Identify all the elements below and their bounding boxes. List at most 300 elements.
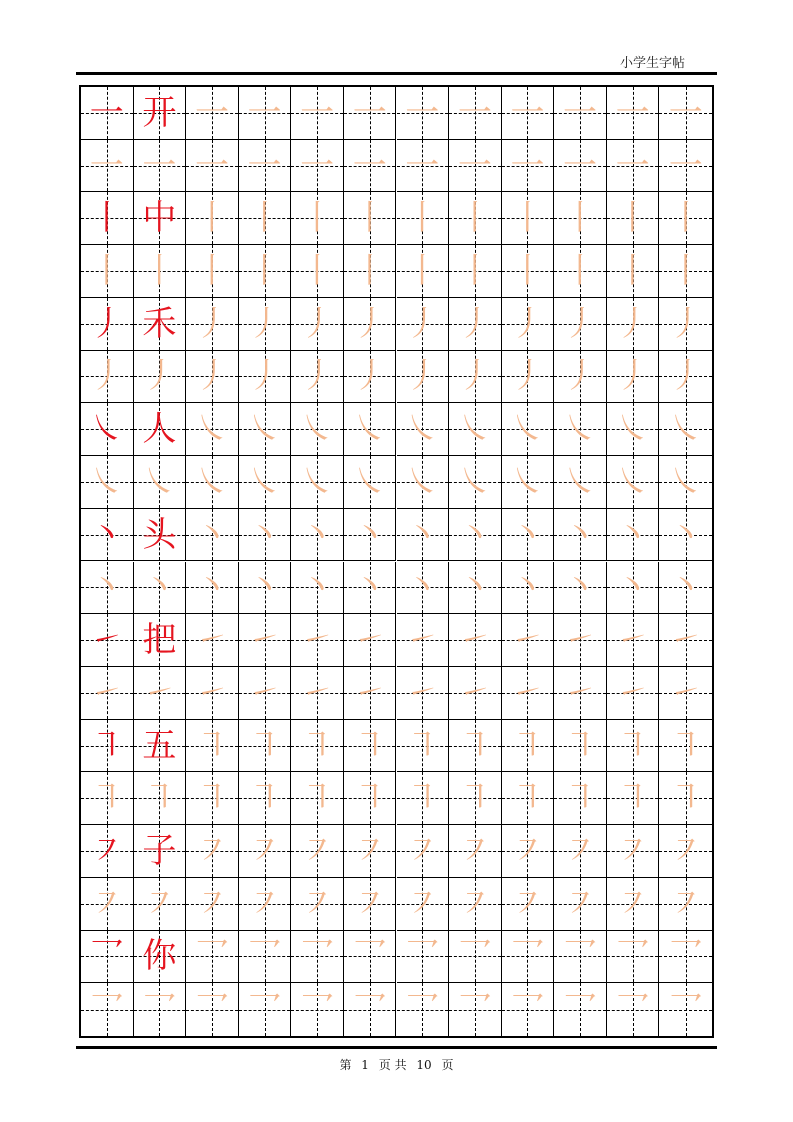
grid-cell (239, 298, 292, 351)
grid-cell (134, 456, 187, 509)
grid-cell (502, 140, 555, 193)
grid-cell (134, 351, 187, 404)
trace-stroke: 丨 (194, 251, 229, 292)
grid-cell (186, 245, 239, 298)
grid-cell (554, 983, 607, 1036)
trace-stroke: 丶 (510, 514, 545, 555)
trace-stroke: 一 (563, 92, 598, 133)
grid-cell (449, 983, 502, 1036)
trace-stroke: ㇇ (668, 830, 703, 871)
trace-stroke: 乛 (89, 989, 124, 1030)
grid-cell (659, 140, 712, 193)
trace-stroke: 一 (247, 92, 282, 133)
grid-cell (134, 614, 187, 667)
trace-stroke: 丶 (615, 514, 650, 555)
grid-cell (186, 298, 239, 351)
grid-cell (607, 456, 660, 509)
trace-stroke: 乛 (300, 936, 335, 977)
model-stroke: ㇇ (89, 830, 124, 871)
trace-stroke: ㇕ (457, 778, 492, 819)
grid-cell (344, 245, 397, 298)
grid-cell (554, 772, 607, 825)
grid-cell (502, 403, 555, 456)
grid-cell (397, 192, 450, 245)
trace-stroke: 丶 (247, 514, 282, 555)
trace-stroke: 丨 (457, 251, 492, 292)
grid-cell (344, 667, 397, 720)
trace-stroke: 乛 (194, 989, 229, 1030)
trace-stroke: ㇏ (300, 461, 335, 502)
trace-stroke: 丨 (563, 198, 598, 239)
grid-cell (659, 983, 712, 1036)
trace-stroke: 乛 (563, 936, 598, 977)
trace-stroke: 一 (247, 145, 282, 186)
trace-stroke: 丨 (615, 251, 650, 292)
footer-suffix: 页 (441, 1058, 454, 1072)
grid-cell (502, 509, 555, 562)
trace-stroke: 丿 (194, 356, 229, 397)
trace-stroke: ㇇ (142, 883, 177, 924)
trace-stroke: ㇏ (194, 409, 229, 450)
grid-cell (291, 878, 344, 931)
trace-stroke: 丨 (405, 251, 440, 292)
trace-stroke: ㇏ (247, 461, 282, 502)
grid-cell (397, 825, 450, 878)
grid-cell (397, 509, 450, 562)
grid-cell (397, 931, 450, 984)
trace-stroke: ㇇ (615, 883, 650, 924)
trace-stroke: 丨 (300, 198, 335, 239)
trace-stroke: ㇏ (142, 461, 177, 502)
grid-cell (502, 562, 555, 615)
grid-cell (239, 983, 292, 1036)
trace-stroke: ㇕ (615, 778, 650, 819)
grid-cell (134, 667, 187, 720)
grid-cell (502, 456, 555, 509)
grid-cell (397, 720, 450, 773)
trace-stroke: ㇀ (352, 672, 387, 713)
grid-cell (239, 403, 292, 456)
grid-cell (186, 87, 239, 140)
grid-cell (607, 720, 660, 773)
page-header-title: 小学生字帖 (619, 56, 685, 71)
grid-cell (554, 245, 607, 298)
trace-stroke: 丿 (457, 303, 492, 344)
grid-cell (291, 667, 344, 720)
trace-stroke: 一 (510, 145, 545, 186)
trace-stroke: ㇕ (405, 725, 440, 766)
model-stroke: 一 (89, 92, 124, 133)
grid-cell (134, 720, 187, 773)
trace-stroke: 丿 (668, 303, 703, 344)
grid-cell (81, 140, 134, 193)
trace-stroke: ㇏ (194, 461, 229, 502)
trace-stroke: 丶 (457, 514, 492, 555)
grid-cell (659, 772, 712, 825)
grid-cell (134, 403, 187, 456)
grid-cell (607, 509, 660, 562)
trace-stroke: ㇕ (352, 725, 387, 766)
grid-cell (81, 87, 134, 140)
trace-stroke: 一 (405, 92, 440, 133)
grid-cell (344, 562, 397, 615)
grid-cell (554, 931, 607, 984)
grid-cell (344, 825, 397, 878)
grid-cell (397, 667, 450, 720)
trace-stroke: 丶 (668, 567, 703, 608)
grid-cell (344, 403, 397, 456)
grid-cell (186, 825, 239, 878)
grid-cell (449, 456, 502, 509)
grid-cell (397, 614, 450, 667)
grid-cell (554, 878, 607, 931)
trace-stroke: ㇕ (142, 778, 177, 819)
grid-cell (554, 720, 607, 773)
model-character: 中 (142, 198, 177, 239)
grid-cell (134, 825, 187, 878)
trace-stroke: ㇇ (615, 830, 650, 871)
model-character: 人 (142, 409, 177, 450)
trace-stroke: ㇇ (510, 830, 545, 871)
grid-cell (291, 509, 344, 562)
trace-stroke: ㇀ (457, 672, 492, 713)
trace-stroke: 丨 (352, 198, 387, 239)
grid-cell (239, 878, 292, 931)
grid-cell (239, 931, 292, 984)
trace-stroke: 乛 (457, 989, 492, 1030)
grid-cell (81, 351, 134, 404)
grid-cell (239, 192, 292, 245)
trace-stroke: ㇕ (615, 725, 650, 766)
grid-cell (291, 562, 344, 615)
trace-stroke: ㇇ (352, 830, 387, 871)
trace-stroke: 丨 (142, 251, 177, 292)
grid-cell (81, 878, 134, 931)
grid-cell (607, 878, 660, 931)
header-rule (76, 72, 717, 75)
trace-stroke: ㇏ (510, 461, 545, 502)
grid-cell (449, 931, 502, 984)
model-stroke: ㇏ (89, 409, 124, 450)
trace-stroke: ㇕ (563, 725, 598, 766)
trace-stroke: ㇏ (615, 409, 650, 450)
grid-cell (554, 825, 607, 878)
trace-stroke: 丨 (89, 251, 124, 292)
trace-stroke: 丨 (668, 251, 703, 292)
grid-cell (239, 87, 292, 140)
grid-cell (502, 351, 555, 404)
grid-cell (344, 140, 397, 193)
trace-stroke: 丨 (247, 251, 282, 292)
trace-stroke: 丿 (405, 356, 440, 397)
trace-stroke: 丨 (457, 198, 492, 239)
trace-stroke: ㇇ (405, 883, 440, 924)
grid-cell (81, 614, 134, 667)
grid-cell (186, 351, 239, 404)
grid-cell (502, 720, 555, 773)
trace-stroke: ㇀ (668, 620, 703, 661)
trace-stroke: 丿 (668, 356, 703, 397)
grid-cell (397, 351, 450, 404)
grid-cell (607, 614, 660, 667)
model-character: 子 (142, 830, 177, 871)
trace-stroke: ㇀ (563, 620, 598, 661)
grid-cell (134, 140, 187, 193)
grid-cell (239, 667, 292, 720)
grid-cell (554, 140, 607, 193)
trace-stroke: 丿 (510, 303, 545, 344)
trace-stroke: 乛 (247, 936, 282, 977)
grid-cell (134, 192, 187, 245)
grid-cell (239, 720, 292, 773)
grid-cell (344, 298, 397, 351)
grid-cell (449, 825, 502, 878)
trace-stroke: 乛 (563, 989, 598, 1030)
trace-stroke: ㇏ (405, 409, 440, 450)
grid-cell (659, 878, 712, 931)
grid-cell (291, 298, 344, 351)
grid-cell (344, 720, 397, 773)
trace-stroke: ㇀ (615, 672, 650, 713)
trace-stroke: ㇀ (615, 620, 650, 661)
trace-stroke: ㇏ (563, 461, 598, 502)
grid-cell (397, 772, 450, 825)
trace-stroke: 一 (194, 92, 229, 133)
grid-cell (344, 509, 397, 562)
trace-stroke: ㇕ (247, 725, 282, 766)
trace-stroke: 乛 (352, 936, 387, 977)
trace-stroke: 丶 (405, 567, 440, 608)
trace-stroke: 丨 (563, 251, 598, 292)
grid-cell (186, 614, 239, 667)
grid-cell (344, 983, 397, 1036)
grid-cell (449, 772, 502, 825)
trace-stroke: ㇕ (194, 725, 229, 766)
grid-cell (291, 825, 344, 878)
grid-cell (291, 403, 344, 456)
trace-stroke: ㇀ (405, 672, 440, 713)
grid-cell (659, 456, 712, 509)
trace-stroke: ㇏ (247, 409, 282, 450)
grid-cell (502, 245, 555, 298)
grid-cell (502, 192, 555, 245)
grid-cell (81, 456, 134, 509)
trace-stroke: ㇇ (89, 883, 124, 924)
trace-stroke: 丨 (510, 251, 545, 292)
trace-stroke: 丿 (563, 303, 598, 344)
grid-cell (449, 192, 502, 245)
trace-stroke: 一 (668, 92, 703, 133)
trace-stroke: ㇏ (352, 409, 387, 450)
grid-cell (186, 720, 239, 773)
model-stroke: 丿 (89, 303, 124, 344)
grid-cell (186, 140, 239, 193)
grid-cell (502, 298, 555, 351)
trace-stroke: 丿 (89, 356, 124, 397)
grid-cell (81, 772, 134, 825)
grid-cell (449, 298, 502, 351)
practice-grid (79, 85, 714, 1038)
grid-cell (607, 140, 660, 193)
grid-cell (134, 878, 187, 931)
grid-cell (397, 983, 450, 1036)
grid-cell (134, 562, 187, 615)
footer-total-pages: 10 (416, 1058, 432, 1072)
trace-stroke: 一 (352, 92, 387, 133)
grid-cell (502, 983, 555, 1036)
grid-cell (134, 509, 187, 562)
grid-cell (344, 351, 397, 404)
trace-stroke: ㇏ (352, 461, 387, 502)
trace-stroke: ㇀ (194, 672, 229, 713)
grid-cell (291, 720, 344, 773)
grid-cell (344, 87, 397, 140)
grid-cell (607, 772, 660, 825)
trace-stroke: 丿 (563, 356, 598, 397)
trace-stroke: 一 (457, 145, 492, 186)
page-footer (0, 1056, 793, 1073)
grid-cell (239, 825, 292, 878)
grid-cell (291, 456, 344, 509)
grid-cell (186, 192, 239, 245)
trace-stroke: 一 (300, 145, 335, 186)
trace-stroke: 一 (615, 92, 650, 133)
grid-cell (291, 87, 344, 140)
grid-cell (344, 772, 397, 825)
grid-cell (449, 878, 502, 931)
grid-cell (291, 245, 344, 298)
grid-cell (397, 87, 450, 140)
grid-cell (291, 140, 344, 193)
grid-cell (397, 878, 450, 931)
grid-cell (344, 878, 397, 931)
trace-stroke: 丶 (510, 567, 545, 608)
grid-cell (607, 667, 660, 720)
grid-cell (554, 456, 607, 509)
grid-cell (291, 351, 344, 404)
grid-cell (659, 351, 712, 404)
trace-stroke: 一 (352, 145, 387, 186)
trace-stroke: ㇀ (247, 672, 282, 713)
trace-stroke: 丶 (405, 514, 440, 555)
trace-stroke: 乛 (300, 989, 335, 1030)
grid-cell (502, 931, 555, 984)
trace-stroke: ㇇ (405, 830, 440, 871)
trace-stroke: ㇏ (89, 461, 124, 502)
grid-cell (344, 931, 397, 984)
trace-stroke: 丨 (668, 198, 703, 239)
grid-cell (239, 562, 292, 615)
grid-cell (449, 562, 502, 615)
grid-cell (449, 614, 502, 667)
trace-stroke: 丿 (405, 303, 440, 344)
trace-stroke: 一 (457, 92, 492, 133)
trace-stroke: 丨 (352, 251, 387, 292)
grid-cell (81, 931, 134, 984)
trace-stroke: 乛 (247, 989, 282, 1030)
grid-cell (659, 825, 712, 878)
model-character: 你 (142, 936, 177, 977)
grid-cell (659, 245, 712, 298)
trace-stroke: ㇕ (300, 725, 335, 766)
trace-stroke: 丶 (194, 514, 229, 555)
grid-cell (239, 772, 292, 825)
grid-cell (397, 562, 450, 615)
footer-current-page: 1 (361, 1058, 369, 1072)
grid-cell (449, 245, 502, 298)
trace-stroke: 丨 (615, 198, 650, 239)
grid-cell (607, 931, 660, 984)
model-character: 禾 (142, 303, 177, 344)
footer-mid: 页 共 (378, 1058, 407, 1072)
trace-stroke: 乛 (142, 989, 177, 1030)
grid-cell (239, 614, 292, 667)
trace-stroke: ㇕ (563, 778, 598, 819)
grid-cell (81, 245, 134, 298)
trace-stroke: ㇏ (668, 409, 703, 450)
grid-cell (659, 562, 712, 615)
grid-cell (81, 720, 134, 773)
grid-cell (607, 298, 660, 351)
trace-stroke: 丨 (300, 251, 335, 292)
trace-stroke: 丿 (510, 356, 545, 397)
trace-stroke: ㇀ (563, 672, 598, 713)
trace-stroke: 一 (668, 145, 703, 186)
trace-stroke: ㇇ (300, 883, 335, 924)
grid-cell (502, 825, 555, 878)
grid-cell (291, 192, 344, 245)
trace-stroke: 乛 (668, 989, 703, 1030)
trace-stroke: 丿 (615, 356, 650, 397)
grid-cell (659, 403, 712, 456)
grid-cell (81, 562, 134, 615)
trace-stroke: 丶 (563, 514, 598, 555)
model-character: 开 (142, 92, 177, 133)
trace-stroke: ㇇ (300, 830, 335, 871)
trace-stroke: 一 (405, 145, 440, 186)
trace-stroke: ㇇ (194, 883, 229, 924)
grid-cell (397, 456, 450, 509)
trace-stroke: 丶 (300, 567, 335, 608)
trace-stroke: ㇇ (194, 830, 229, 871)
grid-cell (554, 298, 607, 351)
trace-stroke: 乛 (615, 936, 650, 977)
grid-cell (344, 614, 397, 667)
grid-cell (659, 667, 712, 720)
trace-stroke: 丶 (352, 514, 387, 555)
grid-cell (81, 825, 134, 878)
model-stroke: 丶 (89, 514, 124, 555)
trace-stroke: ㇀ (89, 672, 124, 713)
trace-stroke: ㇀ (510, 620, 545, 661)
grid-cell (81, 403, 134, 456)
grid-cell (186, 562, 239, 615)
trace-stroke: 丨 (247, 198, 282, 239)
trace-stroke: 乛 (510, 936, 545, 977)
grid-cell (81, 509, 134, 562)
trace-stroke: ㇕ (668, 778, 703, 819)
trace-stroke: 一 (615, 145, 650, 186)
trace-stroke: 丶 (247, 567, 282, 608)
grid-cell (186, 667, 239, 720)
trace-stroke: ㇇ (457, 830, 492, 871)
grid-cell (659, 509, 712, 562)
trace-stroke: 丶 (352, 567, 387, 608)
trace-stroke: ㇏ (510, 409, 545, 450)
grid-cell (186, 403, 239, 456)
trace-stroke: 丨 (405, 198, 440, 239)
grid-cell (134, 87, 187, 140)
